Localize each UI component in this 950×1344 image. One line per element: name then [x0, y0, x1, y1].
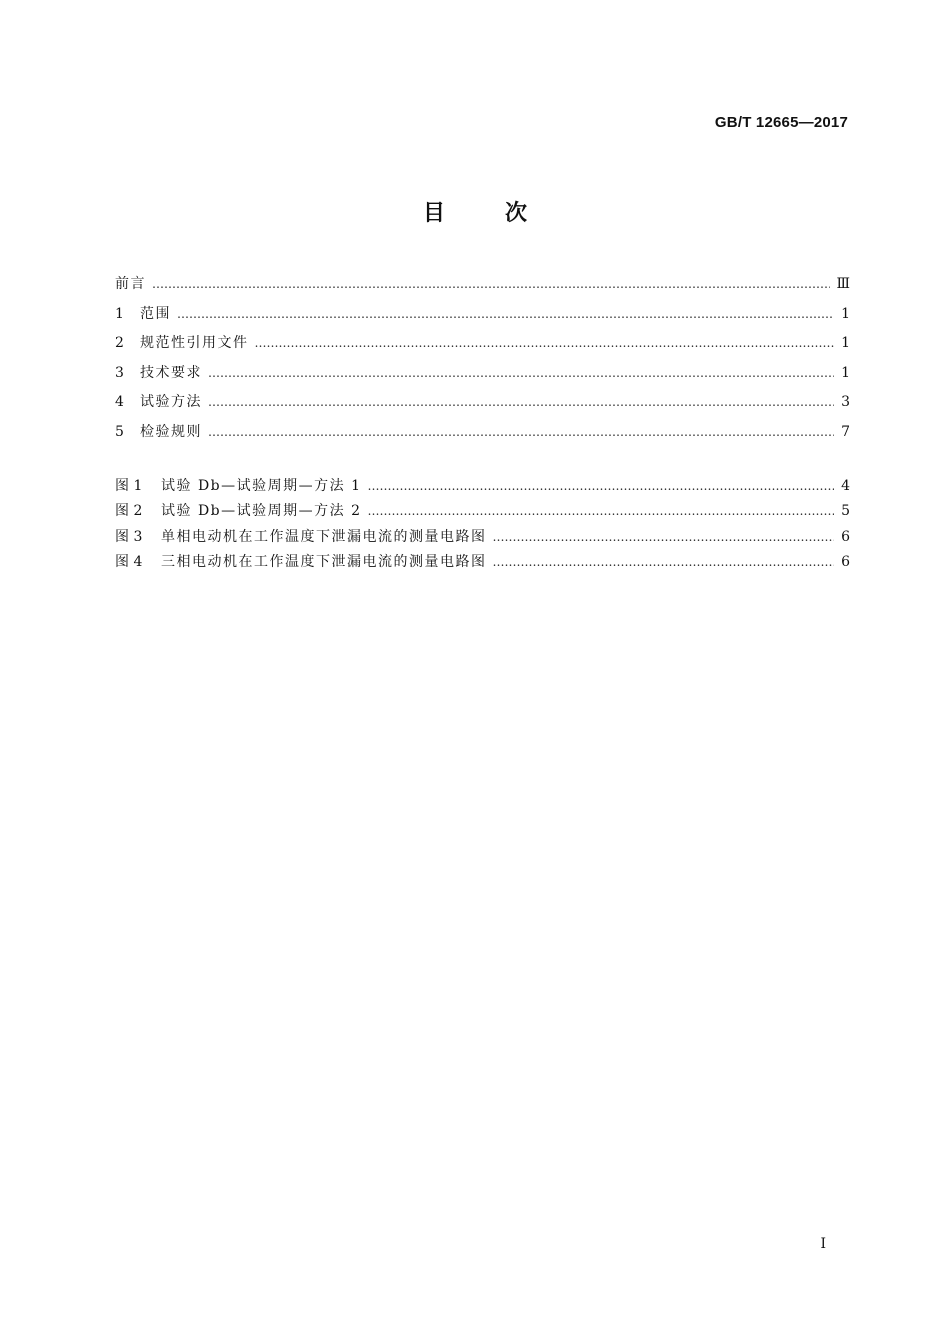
toc-entry-foreword[interactable]	[115, 273, 850, 303]
toc-entry-title: 单相电动机在工作温度下泄漏电流的测量电路图	[161, 528, 487, 545]
toc-entry-figure-3[interactable]	[115, 526, 850, 551]
toc-entry-page: 5	[841, 503, 850, 520]
toc-entry-figure-1[interactable]	[115, 475, 850, 500]
toc-entry-title: 试验 Db—试验周期—方法 2	[161, 503, 362, 520]
toc-entry-page: 1	[841, 335, 850, 351]
toc-entry-number: 3	[115, 364, 124, 381]
toc-entry-number: 1	[115, 305, 124, 322]
toc-entry-clause-3[interactable]	[115, 362, 850, 392]
toc-entry-page: 4	[841, 478, 850, 494]
toc-entry-page: 6	[841, 553, 850, 570]
toc-leader-dots	[208, 366, 834, 380]
toc-leader-dots	[493, 555, 835, 569]
toc-entry-number: 5	[115, 423, 124, 440]
toc-entry-page: 1	[841, 305, 850, 322]
toc-leader-dots	[152, 277, 830, 291]
toc-entry-clause-4[interactable]	[115, 391, 850, 421]
toc-figure-list	[115, 475, 850, 576]
toc-leader-dots	[177, 307, 834, 321]
toc-entry-page: 6	[841, 528, 850, 545]
toc-entry-clause-1[interactable]	[115, 303, 850, 333]
toc-entry-title: 检验规则	[140, 423, 202, 440]
toc-leader-dots	[208, 395, 834, 409]
toc-entry-number: 2	[115, 335, 124, 351]
toc-entry-page: Ⅲ	[836, 276, 850, 292]
toc-leader-dots	[208, 425, 834, 439]
toc-entry-title: 三相电动机在工作温度下泄漏电流的测量电路图	[161, 553, 487, 570]
toc-entry-page: 3	[841, 394, 850, 410]
toc-entry-number: 图 1	[115, 478, 143, 494]
toc-leader-dots	[368, 479, 835, 493]
toc-entry-number: 图 4	[115, 553, 143, 570]
standard-code: GB/T 12665—2017	[714, 114, 848, 131]
toc-entry-page: 7	[841, 423, 850, 440]
toc-clause-list	[115, 273, 850, 450]
toc-leader-dots	[493, 530, 835, 544]
toc-entry-title: 技术要求	[140, 364, 202, 381]
toc-entry-clause-5[interactable]	[115, 421, 850, 451]
toc-leader-dots	[255, 336, 835, 350]
toc-entry-title: 试验 Db—试验周期—方法 1	[161, 478, 362, 494]
toc-entry-title: 试验方法	[140, 394, 202, 410]
toc-entry-number: 4	[115, 394, 124, 410]
toc-entry-number: 图 3	[115, 528, 143, 545]
page-number: Ⅰ	[820, 1236, 826, 1252]
toc-entry-figure-2[interactable]	[115, 500, 850, 525]
toc-title: 目次	[422, 201, 587, 226]
toc-entry-clause-2[interactable]	[115, 332, 850, 362]
toc-entry-number: 图 2	[115, 503, 143, 520]
toc-entry-figure-4[interactable]	[115, 551, 850, 576]
toc-entry-title: 规范性引用文件	[140, 335, 249, 351]
toc-entry-title: 前言	[115, 276, 146, 292]
toc-entry-title: 范围	[140, 305, 171, 322]
toc-leader-dots	[368, 504, 835, 518]
toc-entry-page: 1	[841, 364, 850, 381]
